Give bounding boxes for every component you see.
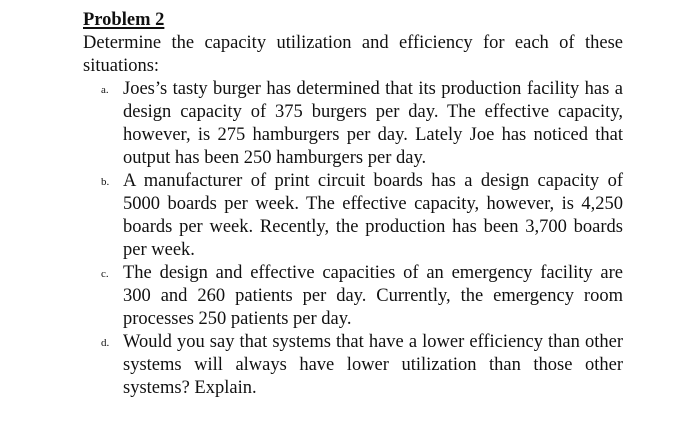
item-text-a: Joes’s tasty burger has determined that its production facility has a design capacity of 375 burgers per day. The effective capacity, however, is 275 hamburgers per day. Lately Joe has noticed that output has been 250 hamburgers per day. [123, 79, 623, 168]
item-marker-d: d. [101, 337, 110, 349]
problem-item-c [83, 262, 623, 331]
item-text-c: The design and effective capacities of an emergency facility are 300 and 260 patients per day. Currently, the emergency room processes 250 patients per day. [123, 263, 623, 329]
problem-title: Problem 2 [83, 10, 165, 30]
problem-item-b [83, 170, 623, 262]
item-text-b: A manufacturer of print circuit boards has a design capacity of 5000 boards per week. The effective capacity, however, is 4,250 boards per week. Recently, the production has been 3,700 boards per week. [123, 171, 623, 260]
item-marker-b: b. [101, 176, 110, 188]
problem-item-d [83, 331, 623, 400]
item-text-d: Would you say that systems that have a lower efficiency than other systems will always have lower utilization than those other systems? Explain. [123, 332, 623, 398]
problem-document [83, 8, 623, 400]
item-marker-c: c. [101, 268, 109, 280]
problem-item-a [83, 78, 623, 170]
problem-item-list [83, 78, 623, 400]
item-marker-a: a. [101, 84, 109, 96]
problem-intro: Determine the capacity utilization and efficiency for each of these situations: [83, 33, 623, 76]
